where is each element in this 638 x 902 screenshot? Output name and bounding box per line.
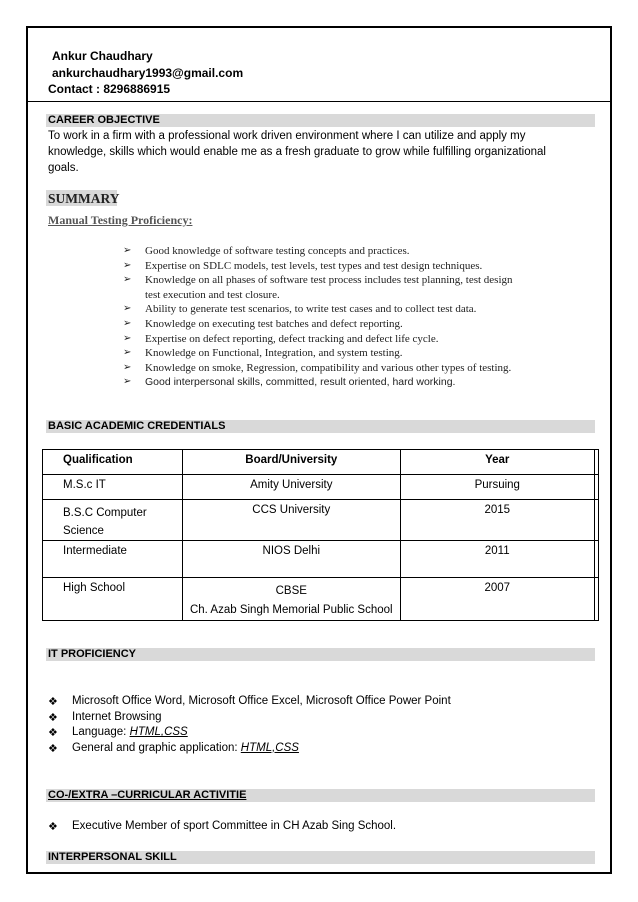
diamond-bullet-icon: ❖ [48,820,58,833]
diamond-bullet-icon: ❖ [48,726,58,739]
diamond-bullet-icon: ❖ [48,741,58,755]
list-item: ➢ Good knowledge of software testing concepts and practices. [123,245,410,257]
year-cell: 2011 [400,541,594,578]
board-cell: NIOS Delhi [183,541,401,578]
list-item: ➢ Expertise on defect reporting, defect tracking and defect life cycle. [123,332,439,345]
email-address[interactable]: ankurchaudhary1993@gmail.com [52,66,244,80]
interpersonal-skill-heading: INTERPERSONAL SKILL [46,851,595,864]
arrowhead-bullet-icon: ➢ [123,361,132,373]
arrowhead-bullet-icon: ➢ [123,347,132,359]
list-item-continuation: test execution and test closure. [145,288,280,301]
list-item: ➢ Expertise on SDLC models, test levels, test types and test design techniques. [123,259,483,272]
list-item: ➢ Knowledge on smoke, Regression, compatibility and various other types of testing. [123,361,512,374]
manual-testing-subheading: Manual Testing Proficiency: [48,213,193,227]
arrowhead-bullet-icon: ➢ [123,303,132,315]
board-cell: CCS University [183,500,401,541]
year-cell: 2015 [400,500,594,541]
career-line: knowledge, skills which would enable me as a fresh graduate to grow while fulfilling organizational [48,146,546,158]
career-line: To work in a firm with a professional work driven environment where I can utilize and apply my [48,130,526,142]
year-cell: 2007 [400,578,594,621]
it-proficiency-list [48,694,451,756]
year-cell: Pursuing [400,475,594,500]
column-header-board: Board/University [183,450,401,475]
list-item: ❖ Internet Browsing [48,710,162,724]
list-item: ❖ Language: HTML,CSS [48,726,188,739]
list-item: ➢ Good interpersonal skills, committed, result oriented, hard working. [123,376,456,389]
arrowhead-bullet-icon: ➢ [123,245,132,256]
qualification-cell: Intermediate [43,541,183,578]
summary-heading: SUMMARY [48,191,120,206]
table-spacer-cell [594,450,598,475]
graphic-application-link[interactable]: HTML,CSS [240,741,299,754]
qualification-cell: B.S.C Computer Science [43,500,183,541]
table-spacer-cell [594,500,598,541]
arrowhead-bullet-icon: ➢ [123,332,132,344]
board-cell: CBSE Ch. Azab Singh Memorial Public School [183,578,401,621]
list-item: ➢ Knowledge on all phases of software test process includes test planning, test design [123,274,513,287]
language-link[interactable]: HTML,CSS [129,726,188,738]
academic-credentials-table [42,449,599,621]
list-item: ❖ Microsoft Office Word, Microsoft Office Excel, Microsoft Office Power Point [48,695,451,708]
list-item: ➢ Ability to generate test scenarios, to write test cases and to collect test data. [123,303,477,316]
career-objective-text [48,128,588,176]
table-row [43,578,599,621]
list-item: ❖ General and graphic application: HTML,CSS [48,741,299,755]
table-header-row [43,450,599,475]
arrowhead-bullet-icon: ➢ [123,376,132,388]
arrowhead-bullet-icon: ➢ [123,259,132,271]
qualification-cell: M.S.c IT [43,475,183,500]
table-spacer-cell [594,578,598,621]
contact-number: Contact : 8296886915 [48,82,171,96]
header-divider [28,101,610,102]
board-cell: Amity University [183,475,401,500]
table-spacer-cell [594,541,598,578]
arrowhead-bullet-icon: ➢ [123,274,132,286]
list-item: ❖ Executive Member of sport Committee in CH Azab Sing School. [48,820,397,833]
table-spacer-cell [594,475,598,500]
it-proficiency-heading: IT PROFICIENCY [46,648,595,661]
table-row [43,475,599,500]
diamond-bullet-icon: ❖ [48,710,58,724]
extracurricular-heading: CO-/EXTRA –CURRICULAR ACTIVITIE [46,789,595,802]
candidate-name: Ankur Chaudhary [52,49,153,63]
list-item: ➢ Knowledge on Functional, Integration, and system testing. [123,347,403,360]
diamond-bullet-icon: ❖ [48,695,58,708]
column-header-year: Year [400,450,594,475]
career-objective-heading: CAREER OBJECTIVE [46,114,595,127]
table-row [43,541,599,578]
qualification-cell: High School [43,578,183,621]
extracurricular-list [48,819,396,835]
arrowhead-bullet-icon: ➢ [123,317,132,329]
column-header-qualification: Qualification [43,450,183,475]
table-row [43,500,599,541]
list-item: ➢ Knowledge on executing test batches and defect reporting. [123,317,403,330]
summary-bullet-list [120,244,600,390]
academic-credentials-heading: BASIC ACADEMIC CREDENTIALS [46,420,595,433]
career-line: goals. [48,162,79,174]
